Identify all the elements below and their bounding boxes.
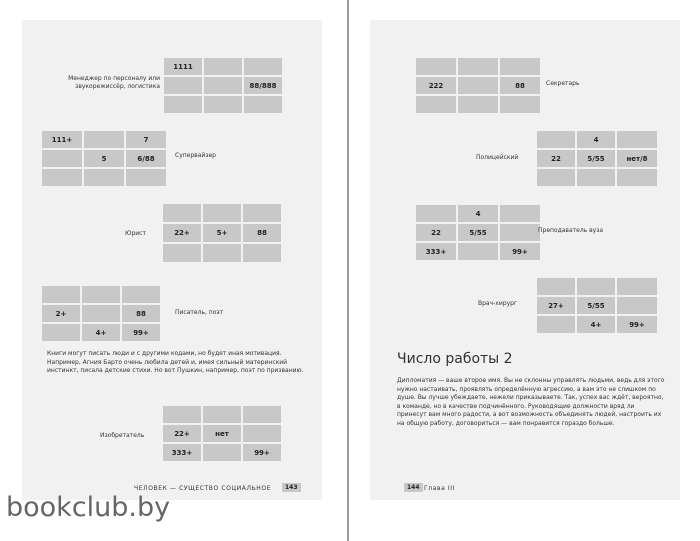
matrix-cell (203, 204, 241, 222)
matrix-cell: 27+ (537, 297, 575, 314)
matrix-cell: 22 (416, 224, 456, 241)
matrix-cell: 5/55 (577, 297, 615, 314)
matrix-cell (458, 58, 498, 75)
page-divider (347, 0, 349, 541)
matrix-cell: 88 (243, 224, 281, 242)
matrix-cell (244, 96, 282, 113)
matrix-cell (203, 244, 241, 262)
matrix-cell (164, 96, 202, 113)
matrix-cell (537, 131, 575, 148)
matrix-cell (122, 286, 160, 303)
matrix-cell: 5+ (203, 224, 241, 242)
matrix-cell: 99+ (500, 243, 540, 260)
matrix-cell (203, 406, 241, 423)
matrix-cell (243, 244, 281, 262)
psychomatrix-grid-writer (42, 286, 160, 341)
matrix-cell: 22+ (163, 224, 201, 242)
matrix-cell (416, 205, 456, 222)
matrix-cell: 2+ (42, 305, 80, 322)
left-page-number: 143 (282, 483, 301, 492)
chart-label-hr-manager: Менеджер по персоналу или звукорежиссёр, логистика (68, 75, 160, 90)
right-body-paragraph: Дипломатия — ваше второе имя. Вы не склонны управлять людьми, ведь для этого нужно настаивать, проявлять определённую агрессию, а вам это не слишком по душе. Вы лучше убеждаете, нежели приказываете. Так, успех вас ждёт, вероятно, в команде, но в качестве подчинённого. Руководящие должности вряд ли принесут вам много радости, а вот возможность объединять людей, настроить их на общую работу, договориться — вам понравится гораздо больше. (397, 377, 665, 427)
matrix-cell: нет (203, 425, 241, 442)
matrix-cell (458, 77, 498, 94)
matrix-cell (617, 297, 657, 314)
matrix-cell: 99+ (617, 316, 657, 333)
matrix-cell (416, 96, 456, 113)
matrix-cell (42, 324, 80, 341)
right-running-title: Глава III (424, 485, 455, 492)
left-running-title: ЧЕЛОВЕК — СУЩЕСТВО СОЦИАЛЬНОЕ (134, 485, 272, 492)
matrix-cell (204, 58, 242, 75)
matrix-cell (500, 96, 540, 113)
chart-label-secretary: Секретарь (546, 80, 580, 87)
chart-label-writer: Писатель, поэт (175, 309, 224, 316)
psychomatrix-grid-secretary (416, 58, 540, 113)
watermark-logo: bookclub.by (6, 492, 171, 523)
matrix-cell: 22+ (163, 425, 201, 442)
psychomatrix-grid-lawyer (163, 204, 281, 262)
matrix-cell (82, 286, 120, 303)
right-page-number: 144 (404, 483, 423, 492)
matrix-cell (84, 131, 124, 148)
matrix-cell (617, 169, 657, 186)
matrix-cell (163, 406, 201, 423)
matrix-cell: нет/8 (617, 150, 657, 167)
matrix-cell: 88 (500, 77, 540, 94)
matrix-cell (204, 77, 242, 94)
psychomatrix-grid-surgeon (537, 278, 657, 333)
psychomatrix-grid-supervisor (42, 131, 166, 186)
psychomatrix-grid-policeman (537, 131, 657, 186)
matrix-cell (203, 444, 241, 461)
matrix-cell (537, 169, 575, 186)
matrix-cell: 111+ (42, 131, 82, 148)
matrix-cell (617, 278, 657, 295)
matrix-cell (82, 305, 120, 322)
matrix-cell: 4+ (577, 316, 615, 333)
matrix-cell: 4 (458, 205, 498, 222)
chart-label-policeman: Полицейский (476, 154, 519, 161)
matrix-cell (617, 131, 657, 148)
matrix-cell (500, 224, 540, 241)
chart-label-lawyer: Юрист (125, 230, 146, 237)
matrix-cell (537, 316, 575, 333)
matrix-cell: 99+ (122, 324, 160, 341)
matrix-cell (243, 425, 281, 442)
matrix-cell (42, 150, 82, 167)
chart-label-supervisor: Супервайзер (175, 152, 216, 159)
matrix-cell: 22 (537, 150, 575, 167)
matrix-cell (126, 169, 166, 186)
matrix-cell (243, 406, 281, 423)
psychomatrix-grid-hr-manager (164, 58, 282, 113)
matrix-cell: 88 (122, 305, 160, 322)
matrix-cell (577, 278, 615, 295)
matrix-cell (500, 205, 540, 222)
matrix-cell (84, 169, 124, 186)
matrix-cell: 6/88 (126, 150, 166, 167)
matrix-cell (163, 204, 201, 222)
matrix-cell: 7 (126, 131, 166, 148)
matrix-cell: 99+ (243, 444, 281, 461)
matrix-cell: 88/888 (244, 77, 282, 94)
matrix-cell (164, 77, 202, 94)
section-heading: Число работы 2 (397, 351, 513, 367)
psychomatrix-grid-university-teacher (416, 205, 540, 260)
matrix-cell (243, 204, 281, 222)
matrix-cell (204, 96, 242, 113)
matrix-cell: 333+ (163, 444, 201, 461)
matrix-cell (458, 243, 498, 260)
matrix-cell (42, 286, 80, 303)
matrix-cell (537, 278, 575, 295)
matrix-cell (416, 58, 456, 75)
matrix-cell: 5/55 (577, 150, 615, 167)
psychomatrix-grid-inventor (163, 406, 281, 461)
matrix-cell: 5/55 (458, 224, 498, 241)
matrix-cell (577, 169, 615, 186)
left-note-paragraph: Книги могут писать люди и с другими кодами, но будет иная мотивация. Например, Агния Барто очень любила детей и, имея сильный материнский инстинкт, писала детские стихи. Но вот Пушкин, например, поэт по призванию. (47, 350, 304, 374)
chart-label-surgeon: Врач-хирург (478, 300, 518, 307)
matrix-cell (163, 244, 201, 262)
matrix-cell (244, 58, 282, 75)
chart-label-inventor: Изобретатель (100, 432, 145, 439)
matrix-cell (458, 96, 498, 113)
matrix-cell: 5 (84, 150, 124, 167)
matrix-cell: 333+ (416, 243, 456, 260)
matrix-cell: 4+ (82, 324, 120, 341)
matrix-cell: 1111 (164, 58, 202, 75)
matrix-cell (42, 169, 82, 186)
matrix-cell: 222 (416, 77, 456, 94)
chart-label-university-teacher: Преподаватель вуза (538, 227, 604, 234)
matrix-cell: 4 (577, 131, 615, 148)
matrix-cell (500, 58, 540, 75)
